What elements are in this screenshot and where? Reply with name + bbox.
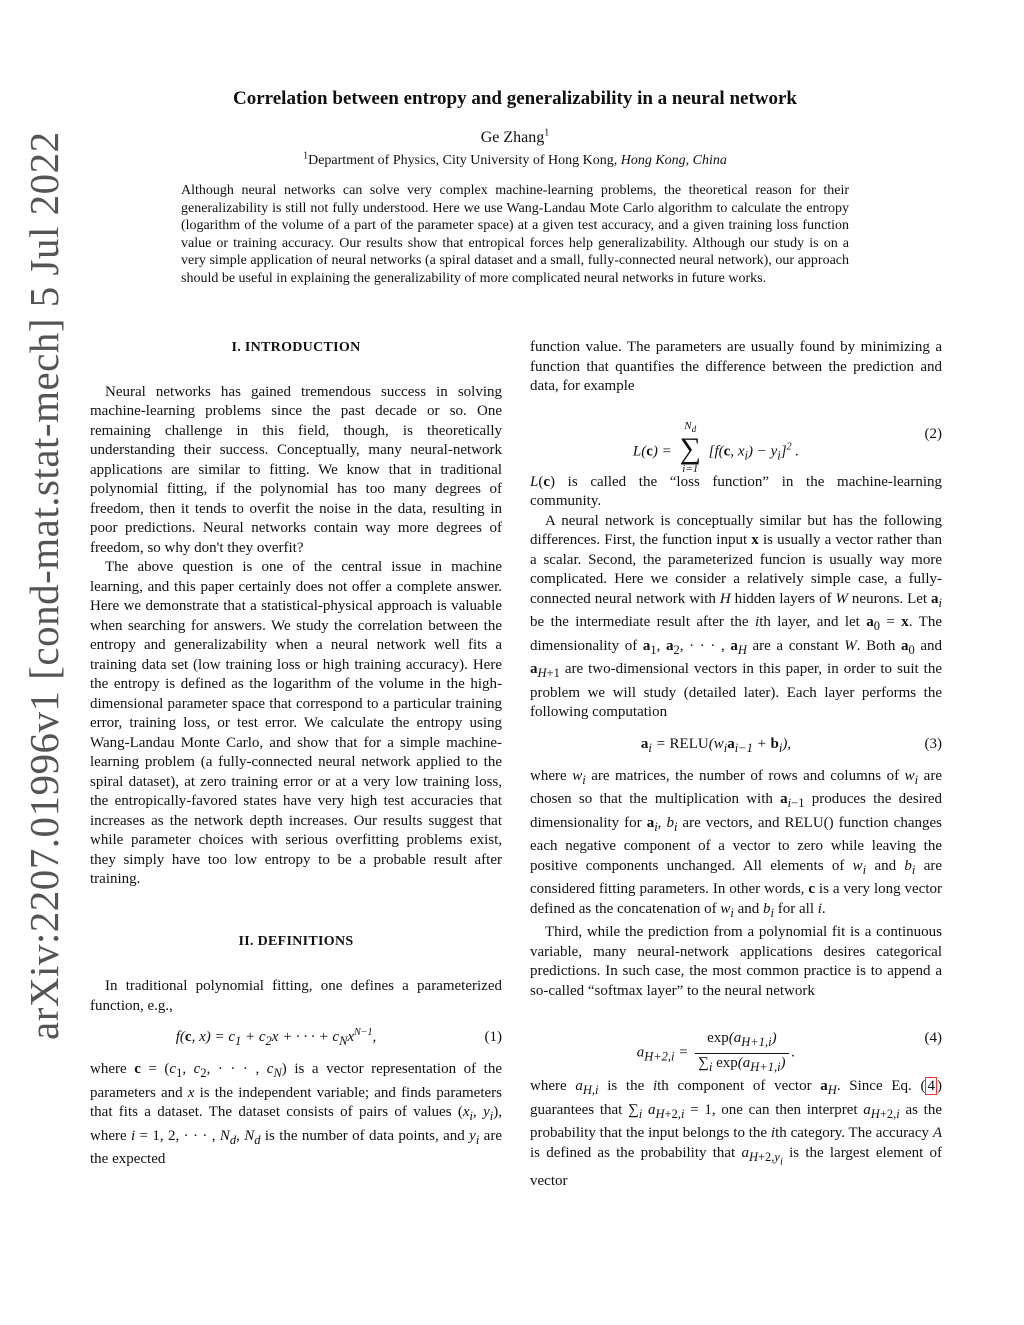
paper-title: Correlation between entropy and generalizability in a neural network: [233, 88, 797, 109]
author-affiliation-mark: 1: [544, 127, 550, 139]
equation-1-body: f(c, $x) = c_1 + c_2x$ + · · · + $c_Nx^{N-1}$,: [175, 1027, 377, 1048]
equation-1: [90, 1022, 502, 1054]
right-paragraph-5: Third, while the prediction from a polynomial fit is a continuous variable, many neural-network applications desires categorical predictions. In such case, the most common practice is to append a so-called “softmax layer” to the neural network: [530, 924, 942, 999]
section-heading-introduction: I. INTRODUCTION: [231, 340, 361, 355]
equation-reference-link[interactable]: 4: [927, 1078, 935, 1094]
equation-4-body: $a_{H+2,i}$ = $\frac{\exp(a_{H+1,i})}{\sum_i \exp(a_{H+1,i})}$ .: [636, 1030, 796, 1074]
equation-4: [530, 1007, 942, 1074]
author-name: Ge Zhang: [480, 129, 545, 146]
right-paragraph-3: A neural network is conceptually similar but has the following differences. First, the function input x is usually a vector rather than a scalar. Second, the parameterized funcion is usually way more complicated. Here we consider a relatively simple case, a fully-connected neural network with H hidden layers of W neurons. Let $a_i$ be the intermediate result after the ith layer, and let $a_0 = x$. The dimensionality of $a_1$, $a_2$, · · · , $a_H$ are a constant W. Both $a_0$ and $a_{H+1}$ are two-dimensional vectors in this paper, in order to suit the problem we will study (detailed later). Each layer performs the following computation: [530, 512, 943, 720]
right-paragraph-4: where $w_i$ are matrices, the number of rows and columns of $w_i$ are chosen so that the multiplication with $a_{i-1}$ produces the desired dimensionality for $a_i$, $b_i$ are vectors, and RELU() function changes each negative component of a vector to zero while leaving the positive components unchanged. All elements of $w_i$ and $b_i$ are considered fitting parameters. In other words, c is a very long vector defined as the concatenation of $w_i$ and $b_i$ for all i.: [530, 767, 942, 920]
equation-2-number: (2): [924, 425, 942, 442]
equation-2-body: L(c) = $N_d$ ∑ i=1 [f(c, $x_i) - y_i]^2$ .: [632, 419, 800, 475]
equation-3-body: $a_i$ = $RELU(w_ia_{i-1} + b_i)$,: [640, 735, 792, 755]
affiliation-text: Department of Physics, City University of Hong Kong,: [308, 153, 621, 168]
right-column: [530, 338, 942, 1191]
abstract: Although neural networks can solve very complex machine-learning problems, the theoretical reason for their generalizability is still not fully understood. Here we use Wang-Landau Mote Carlo algorithm to calculate the entropy (logarithm of the volume of a part of the parameter space) at a given test accuracy, and a given training loss function value or training accuracy. Our results show that entropical forces help generalizability. Although our study is on a very simple application of neural networks (a spiral dataset and a small, fully-connected neural network), our approach should be useful in explaining the generalizability of more complicated neural networks in future works.: [181, 183, 849, 286]
left-column: [90, 338, 502, 1170]
equation-4-number: (4): [924, 1030, 942, 1046]
section-heading-definitions: II. DEFINITIONS: [238, 933, 354, 949]
equation-3-number: (3): [924, 735, 942, 752]
definitions-paragraph-1: In traditional polynomial fitting, one defines a parameterized function, e.g.,: [90, 978, 502, 1014]
equation-1-number: (1): [484, 1029, 502, 1045]
arxiv-identifier: arXiv:2207.01996v1 [cond-mat.stat-mech] 5 Jul 2022: [21, 131, 67, 1040]
right-paragraph-2: L(c) is called the “loss function” in the machine-learning community.: [530, 473, 942, 509]
affiliation-location: Hong Kong, China: [620, 153, 727, 168]
definitions-paragraph-2: where $c = (c_1$, $c_2$, · · · , $c_N$) is a vector representation of the parameters and x is the independent variable; and finds parameters that fits a dataset. The dataset consists of pairs of values ($x_i$, $y_i$), where i = 1, 2, · · · , $N_d$, $N_d$ is the number of data points, and $y_i$ are the expected: [90, 1061, 503, 1167]
equation-3: [530, 729, 942, 761]
affiliation-line: [90, 150, 940, 169]
equation-2: [530, 403, 942, 475]
intro-paragraph-1: Neural networks has gained tremendous success in solving machine-learning problems since the past decade or so. One remaining challenge in this field, though, is theoretically understanding their success. Conceptually, many neural-network applications are similar to fitting. We know that in traditional polynomial fitting, if the polynomial has too many degrees of freedom, then it tends to overfit the noise in the data, resulting in poor predictions. Neural networks contain way more degrees of freedom, so why don't they overfit?: [90, 383, 502, 556]
affiliation-mark: 1: [303, 150, 309, 162]
right-paragraph-1: function value. The parameters are usually found by minimizing a function that quantifies the difference between the prediction and data, for example: [530, 339, 942, 394]
right-paragraph-6: where $a_{H,i}$ is the ith component of vector $a_H$. Since Eq. ( 4 ) guarantees that $\sum_i$ $a_{H+2,i} = 1$, one can then interpret $a_{H+2,i}$ as the probability that the input belongs to the ith category. The accuracy A is defined as the probability that $a_{H+2,y_i}$ is the largest element of vector: [530, 1078, 943, 1189]
author-line: [90, 129, 940, 147]
intro-paragraph-2: The above question is one of the central issue in machine learning, and this paper certainly does not offer a complete answer. Here we demonstrate that a statistical-physical approach is valuable when searching for answers. We study the correlation between the entropy and generalizability when a neural network well fits a training data set (low training loss or high training accuracy). Here the entropy is defined as the logarithm of the volume in the high-dimensional parameter space that correspond to a particular training error, training loss, or test error. We calculate the entropy using Wang-Landau Monte Carlo, and show that for a simple machine-learning problem (a fully-connected neural network applied to the spiral dataset), at zero training error or at a very low training loss, the entropically-favored states have very high test accuracies that increases as the network depth increases. Our results suggest that while parameter choices with serious overfitting problems exist, they simply have too low entropy to be a probable result after training.: [90, 559, 502, 887]
